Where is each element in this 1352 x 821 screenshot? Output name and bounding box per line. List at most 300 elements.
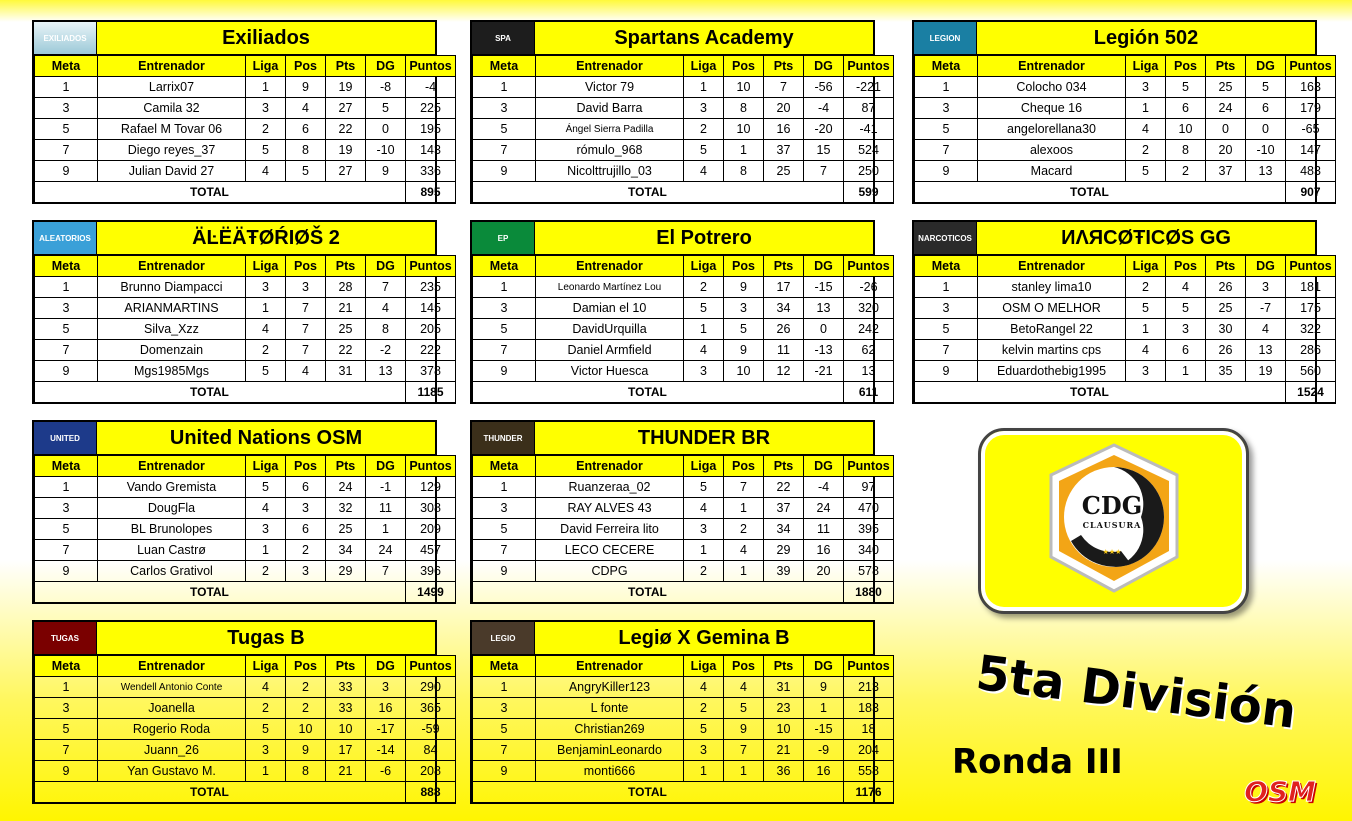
table-row xyxy=(35,540,456,561)
table-cell: 13 xyxy=(1246,161,1286,182)
table-cell: 21 xyxy=(764,740,804,761)
table-cell: 15 xyxy=(804,140,844,161)
table-cell: 145 xyxy=(406,298,456,319)
team-name: ÄĿËÄŦØŔIØŠ 2 xyxy=(97,222,435,254)
total-label: TOTAL xyxy=(35,182,406,204)
team-logo: NARCOTICOS xyxy=(914,222,977,254)
table-cell: 1 xyxy=(724,140,764,161)
table-row xyxy=(35,277,456,298)
coach-name-cell: David Ferreira lito xyxy=(536,519,684,540)
table-cell: 7 xyxy=(915,140,978,161)
table-cell: 1 xyxy=(684,761,724,782)
table-cell: 16 xyxy=(764,119,804,140)
table-cell: 10 xyxy=(1166,119,1206,140)
table-cell: 20 xyxy=(764,98,804,119)
table-cell: 7 xyxy=(366,277,406,298)
table-cell: 62 xyxy=(844,340,894,361)
table-row xyxy=(473,519,894,540)
table-cell: 12 xyxy=(764,361,804,382)
table-cell: 1 xyxy=(684,77,724,98)
team-card-exiliados xyxy=(32,20,452,204)
team-name: El Potrero xyxy=(535,222,873,254)
table-cell: 7 xyxy=(35,540,98,561)
table-cell: 560 xyxy=(1286,361,1336,382)
coach-name-cell: Nicolttrujillo_03 xyxy=(536,161,684,182)
coach-name-cell: L fonte xyxy=(536,698,684,719)
table-cell: 0 xyxy=(1206,119,1246,140)
table-cell: 4 xyxy=(724,677,764,698)
column-header: Entrenador xyxy=(98,656,246,677)
table-cell: 2 xyxy=(1126,140,1166,161)
team-table xyxy=(34,455,456,604)
team-table xyxy=(472,55,894,204)
coach-name-cell: CDPG xyxy=(536,561,684,582)
table-cell: 3 xyxy=(684,98,724,119)
table-cell: 3 xyxy=(246,98,286,119)
column-header: DG xyxy=(1246,56,1286,77)
table-cell: -13 xyxy=(804,340,844,361)
table-cell: 16 xyxy=(804,540,844,561)
table-cell: 31 xyxy=(326,361,366,382)
team-logo: EXILIADOS xyxy=(34,22,97,54)
column-header: Entrenador xyxy=(978,56,1126,77)
table-cell: -221 xyxy=(844,77,894,98)
team-card-tugas-b xyxy=(32,620,452,804)
table-cell: 1 xyxy=(246,540,286,561)
table-cell: 1 xyxy=(35,277,98,298)
column-header: Pts xyxy=(1206,256,1246,277)
table-cell: 1 xyxy=(473,677,536,698)
column-header: Pts xyxy=(326,56,366,77)
table-cell: 16 xyxy=(366,698,406,719)
column-header: Meta xyxy=(35,56,98,77)
table-cell: 7 xyxy=(915,340,978,361)
table-cell: 5 xyxy=(35,519,98,540)
table-row xyxy=(35,161,456,182)
table-cell: 3 xyxy=(684,519,724,540)
table-cell: 2 xyxy=(1166,161,1206,182)
table-cell: -6 xyxy=(366,761,406,782)
table-cell: 9 xyxy=(804,677,844,698)
coach-name-cell: Rafael M Tovar 06 xyxy=(98,119,246,140)
table-cell: 34 xyxy=(326,540,366,561)
table-cell: 235 xyxy=(406,277,456,298)
coach-name-cell: Victor 79 xyxy=(536,77,684,98)
table-cell: -41 xyxy=(844,119,894,140)
total-row xyxy=(473,582,894,604)
table-cell: 179 xyxy=(1286,98,1336,119)
table-row xyxy=(473,761,894,782)
table-cell: 578 xyxy=(844,561,894,582)
table-cell: 37 xyxy=(1206,161,1246,182)
table-cell: 4 xyxy=(684,498,724,519)
table-cell: 1 xyxy=(473,477,536,498)
table-cell: 5 xyxy=(1246,77,1286,98)
table-cell: 24 xyxy=(1206,98,1246,119)
table-cell: 9 xyxy=(915,361,978,382)
team-logo: LEGION xyxy=(914,22,977,54)
table-cell: 6 xyxy=(286,119,326,140)
coach-name-cell: Joanella xyxy=(98,698,246,719)
table-cell: 13 xyxy=(1246,340,1286,361)
coach-name-cell: Camila 32 xyxy=(98,98,246,119)
column-header: Meta xyxy=(915,56,978,77)
total-row xyxy=(35,182,456,204)
coach-name-cell: Ángel Sierra Padilla xyxy=(536,119,684,140)
table-cell: 10 xyxy=(724,361,764,382)
table-cell: 34 xyxy=(764,519,804,540)
column-header: DG xyxy=(804,656,844,677)
table-cell: 7 xyxy=(724,740,764,761)
team-table xyxy=(472,455,894,604)
team-table xyxy=(914,255,1336,404)
table-cell: 3 xyxy=(35,298,98,319)
team-name: ИΛЯCØŦICØS GG xyxy=(977,222,1315,254)
table-cell: 5 xyxy=(246,719,286,740)
table-cell: 4 xyxy=(246,319,286,340)
table-cell: 5 xyxy=(684,298,724,319)
table-cell: 2 xyxy=(684,277,724,298)
total-row xyxy=(473,382,894,404)
table-cell: 225 xyxy=(406,98,456,119)
team-card-aleatorios-2 xyxy=(32,220,452,404)
table-cell: 5 xyxy=(1126,298,1166,319)
column-header: Entrenador xyxy=(536,56,684,77)
table-cell: 8 xyxy=(1166,140,1206,161)
table-cell: 1 xyxy=(366,519,406,540)
table-cell: 16 xyxy=(804,761,844,782)
total-value: 599 xyxy=(844,182,894,204)
coach-name-cell: ARIANMARTINS xyxy=(98,298,246,319)
table-cell: 6 xyxy=(1166,98,1206,119)
table-cell: -9 xyxy=(804,740,844,761)
table-cell: 2 xyxy=(724,519,764,540)
table-cell: 4 xyxy=(724,540,764,561)
table-cell: 1 xyxy=(35,477,98,498)
table-cell: 11 xyxy=(764,340,804,361)
table-cell: 1 xyxy=(35,77,98,98)
table-row xyxy=(915,140,1336,161)
table-cell: 7 xyxy=(473,140,536,161)
table-cell: 3 xyxy=(286,561,326,582)
table-cell: 1 xyxy=(724,498,764,519)
table-cell: 24 xyxy=(366,540,406,561)
table-cell: -10 xyxy=(1246,140,1286,161)
table-row xyxy=(473,740,894,761)
total-label: TOTAL xyxy=(473,382,844,404)
column-header: Puntos xyxy=(1286,256,1336,277)
table-cell: 31 xyxy=(764,677,804,698)
table-cell: 340 xyxy=(844,540,894,561)
badge-stars: ★★★ xyxy=(1102,549,1122,556)
total-value: 1499 xyxy=(406,582,456,604)
table-cell: 3 xyxy=(1246,277,1286,298)
column-header: DG xyxy=(366,56,406,77)
table-cell: 3 xyxy=(915,298,978,319)
coach-name-cell: DougFla xyxy=(98,498,246,519)
coach-name-cell: Yan Gustavo M. xyxy=(98,761,246,782)
table-cell: 3 xyxy=(1166,319,1206,340)
column-header: Puntos xyxy=(406,456,456,477)
table-cell: 1 xyxy=(684,540,724,561)
column-header: Pos xyxy=(286,56,326,77)
table-cell: 6 xyxy=(1166,340,1206,361)
column-header: Entrenador xyxy=(536,256,684,277)
table-cell: 3 xyxy=(915,98,978,119)
total-value: 1880 xyxy=(844,582,894,604)
coach-name-cell: BenjaminLeonardo xyxy=(536,740,684,761)
table-cell: 457 xyxy=(406,540,456,561)
table-row xyxy=(473,361,894,382)
total-value: 1524 xyxy=(1286,382,1336,404)
total-label: TOTAL xyxy=(915,382,1286,404)
column-header: Liga xyxy=(1126,56,1166,77)
table-row xyxy=(473,277,894,298)
team-table xyxy=(914,55,1336,204)
table-cell: 11 xyxy=(366,498,406,519)
total-row xyxy=(35,582,456,604)
table-cell: 3 xyxy=(246,277,286,298)
column-header: Entrenador xyxy=(536,656,684,677)
table-cell: 7 xyxy=(286,319,326,340)
table-cell: 18 xyxy=(844,719,894,740)
table-cell: 483 xyxy=(1286,161,1336,182)
table-cell: 4 xyxy=(1126,340,1166,361)
table-cell: 208 xyxy=(406,761,456,782)
table-cell: 3 xyxy=(473,498,536,519)
team-card-spartans-academy xyxy=(470,20,890,204)
table-cell: 11 xyxy=(804,519,844,540)
table-cell: 524 xyxy=(844,140,894,161)
table-cell: 9 xyxy=(724,277,764,298)
column-header: Entrenador xyxy=(98,456,246,477)
coach-name-cell: Victor Huesca xyxy=(536,361,684,382)
table-cell: 5 xyxy=(724,698,764,719)
column-header: Meta xyxy=(473,256,536,277)
table-cell: -1 xyxy=(366,477,406,498)
total-label: TOTAL xyxy=(35,382,406,404)
table-cell: 378 xyxy=(406,361,456,382)
table-cell: 22 xyxy=(326,119,366,140)
team-logo: EP xyxy=(472,222,535,254)
table-cell: 222 xyxy=(406,340,456,361)
table-cell: 37 xyxy=(764,140,804,161)
table-cell: 33 xyxy=(326,677,366,698)
team-logo: LEGIO xyxy=(472,622,535,654)
table-cell: 8 xyxy=(366,319,406,340)
table-cell: 8 xyxy=(286,140,326,161)
team-table xyxy=(472,655,894,804)
column-header: Pos xyxy=(724,256,764,277)
total-value: 1176 xyxy=(844,782,894,804)
table-cell: 1 xyxy=(473,77,536,98)
table-cell: -14 xyxy=(366,740,406,761)
table-cell: 0 xyxy=(366,119,406,140)
division-title: 5ta División xyxy=(973,645,1300,740)
table-cell: 6 xyxy=(1246,98,1286,119)
table-cell: 19 xyxy=(326,140,366,161)
table-cell: 4 xyxy=(286,361,326,382)
table-cell: 4 xyxy=(366,298,406,319)
table-cell: 242 xyxy=(844,319,894,340)
team-card-narcoticos-gg xyxy=(912,220,1332,404)
table-row xyxy=(473,561,894,582)
column-header: Liga xyxy=(246,456,286,477)
table-cell: 33 xyxy=(326,698,366,719)
table-cell: 5 xyxy=(724,319,764,340)
table-cell: 9 xyxy=(35,361,98,382)
table-row xyxy=(473,98,894,119)
table-cell: 22 xyxy=(326,340,366,361)
cdg-clausura-badge xyxy=(978,428,1249,614)
table-cell: 1 xyxy=(246,761,286,782)
table-cell: 4 xyxy=(246,677,286,698)
table-row xyxy=(35,77,456,98)
table-cell: 7 xyxy=(35,740,98,761)
column-header: Meta xyxy=(35,656,98,677)
coach-name-cell: Carlos Grativol xyxy=(98,561,246,582)
table-cell: 84 xyxy=(406,740,456,761)
team-logo: TUGAS xyxy=(34,622,97,654)
table-cell: 1 xyxy=(804,698,844,719)
team-card-united-nations-osm xyxy=(32,420,452,604)
table-cell: 396 xyxy=(406,561,456,582)
table-cell: 2 xyxy=(246,561,286,582)
table-cell: 7 xyxy=(473,340,536,361)
table-cell: 3 xyxy=(1126,77,1166,98)
total-row xyxy=(35,382,456,404)
coach-name-cell: BetoRangel 22 xyxy=(978,319,1126,340)
coach-name-cell: Vando Gremista xyxy=(98,477,246,498)
team-name: Tugas B xyxy=(97,622,435,654)
column-header: DG xyxy=(1246,256,1286,277)
table-cell: -17 xyxy=(366,719,406,740)
table-row xyxy=(473,498,894,519)
table-cell: 5 xyxy=(35,719,98,740)
table-cell: 7 xyxy=(473,540,536,561)
coach-name-cell: Wendell Antonio Conte xyxy=(98,677,246,698)
table-cell: 4 xyxy=(1246,319,1286,340)
table-cell: 5 xyxy=(1166,298,1206,319)
column-header: Meta xyxy=(35,456,98,477)
table-cell: 5 xyxy=(915,319,978,340)
column-header: Liga xyxy=(246,56,286,77)
column-header: Pos xyxy=(286,656,326,677)
table-cell: 2 xyxy=(246,119,286,140)
table-cell: 7 xyxy=(724,477,764,498)
table-cell: -15 xyxy=(804,719,844,740)
table-cell: -20 xyxy=(804,119,844,140)
table-cell: 3 xyxy=(246,740,286,761)
coach-name-cell: OSM O MELHOR xyxy=(978,298,1126,319)
column-header: Meta xyxy=(473,456,536,477)
table-cell: 7 xyxy=(804,161,844,182)
total-row xyxy=(915,382,1336,404)
table-cell: 27 xyxy=(326,98,366,119)
table-cell: 205 xyxy=(406,319,456,340)
table-row xyxy=(473,298,894,319)
coach-name-cell: Christian269 xyxy=(536,719,684,740)
column-header: DG xyxy=(366,256,406,277)
column-header: Liga xyxy=(684,456,724,477)
team-name: Spartans Academy xyxy=(535,22,873,54)
table-cell: 5 xyxy=(366,98,406,119)
table-cell: -59 xyxy=(406,719,456,740)
table-cell: 395 xyxy=(844,519,894,540)
table-row xyxy=(473,719,894,740)
column-header: DG xyxy=(366,656,406,677)
table-cell: 29 xyxy=(764,540,804,561)
table-cell: 6 xyxy=(286,477,326,498)
table-cell: 13 xyxy=(844,361,894,382)
table-cell: 20 xyxy=(804,561,844,582)
table-cell: 9 xyxy=(286,740,326,761)
table-cell: -26 xyxy=(844,277,894,298)
total-row xyxy=(35,782,456,804)
table-row xyxy=(473,477,894,498)
table-cell: 26 xyxy=(1206,277,1246,298)
table-cell: 250 xyxy=(844,161,894,182)
table-cell: 175 xyxy=(1286,298,1336,319)
coach-name-cell: rómulo_968 xyxy=(536,140,684,161)
table-cell: 5 xyxy=(684,719,724,740)
table-cell: 3 xyxy=(286,498,326,519)
column-header: Puntos xyxy=(844,456,894,477)
table-cell: 27 xyxy=(326,161,366,182)
coach-name-cell: angelorellana30 xyxy=(978,119,1126,140)
table-cell: 308 xyxy=(406,498,456,519)
table-cell: -10 xyxy=(366,140,406,161)
table-cell: 5 xyxy=(473,119,536,140)
column-header: Liga xyxy=(684,656,724,677)
table-cell: 320 xyxy=(844,298,894,319)
table-row xyxy=(915,298,1336,319)
table-cell: 0 xyxy=(804,319,844,340)
table-row xyxy=(35,498,456,519)
coach-name-cell: Leonardo Martínez Lou xyxy=(536,277,684,298)
table-cell: 17 xyxy=(764,277,804,298)
table-cell: 9 xyxy=(473,361,536,382)
column-header: Pos xyxy=(724,656,764,677)
table-cell: 290 xyxy=(406,677,456,698)
table-cell: 25 xyxy=(326,519,366,540)
table-cell: 1 xyxy=(473,277,536,298)
table-cell: 17 xyxy=(326,740,366,761)
table-cell: 37 xyxy=(764,498,804,519)
column-header: Entrenador xyxy=(98,56,246,77)
team-name: Legión 502 xyxy=(977,22,1315,54)
table-cell: 8 xyxy=(286,761,326,782)
column-header: Liga xyxy=(684,56,724,77)
team-table xyxy=(34,255,456,404)
badge-main-text: CDG xyxy=(1081,491,1143,520)
table-row xyxy=(35,519,456,540)
table-cell: 5 xyxy=(473,519,536,540)
column-header: DG xyxy=(804,56,844,77)
table-cell: 3 xyxy=(473,298,536,319)
table-row xyxy=(35,477,456,498)
total-value: 895 xyxy=(406,182,456,204)
table-cell: 2 xyxy=(286,677,326,698)
coach-name-cell: alexoos xyxy=(978,140,1126,161)
column-header: Entrenador xyxy=(98,256,246,277)
badge-year-text: 2024 xyxy=(1092,531,1132,547)
table-cell: 213 xyxy=(844,677,894,698)
coach-name-cell: DavidUrquilla xyxy=(536,319,684,340)
table-cell: 3 xyxy=(473,98,536,119)
table-cell: 9 xyxy=(286,77,326,98)
coach-name-cell: Julian David 27 xyxy=(98,161,246,182)
